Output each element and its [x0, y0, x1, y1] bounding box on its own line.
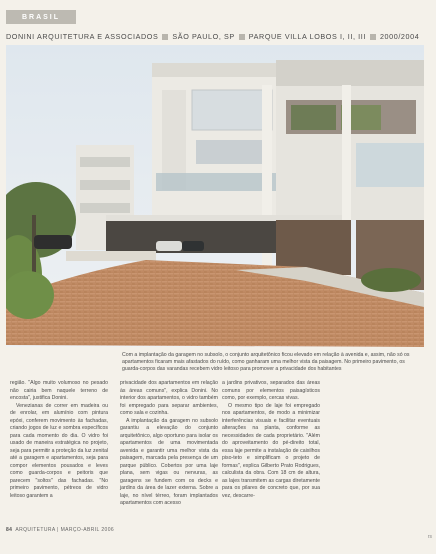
page-footer	[6, 527, 114, 533]
project-years: 2000/2004	[379, 32, 420, 41]
publication-info: ARQUITETURA | MARÇO-ABRIL 2006	[15, 527, 115, 533]
paragraph: O mesmo tipo de laje foi empregado nos apartamentos, de modo a minimizar interferências visuais e facilitar eventuais alterações na planta, conforme as necessidades de cada proprietário. "Além do aproveitamento do pé-direito total, essa laje permite a instalação de caixilhos piso-teto e simplificam o projeto de formas", explica Gilberto Prato Rodrigues, calculista da obra. Com 18 cm de altura, as lajes transmitem as cargas diretamente para os pilares de concreto que, por sua vez, descarre-	[222, 402, 320, 499]
project-location: SÃO PAULO, SP	[172, 32, 235, 41]
paragraph: privacidade dos apartamentos em relação às áreas comuns", explica Donini. No interior dos apartamentos, o vidro também foi empregado para separar ambientes, como sala e cozinha.	[120, 380, 218, 416]
building-photo	[6, 45, 424, 347]
project-name: PARQUE VILLA LOBOS I, II, III	[248, 32, 366, 41]
paragraph: a jardins privativos, separados das áreas comuns por elementos paisagísticos como, por exemplo, cercas vivas.	[222, 380, 320, 401]
text-column-1	[10, 380, 108, 500]
section-tag	[6, 10, 76, 24]
paragraph: Venezianas de correr em madeira ou de enrolar, em alumínio com pintura epóxi, conferem movimento às fachadas, criando jogos de luz e sombra específicos para cada momento do dia. O vidro foi usado de maneira estratégica no projeto, seja para permitir a proteção da luz zenital até a garagem e apartamentos, seja para compor elementos pousados e leves como guarda-corpos e peitoris que parecem "soltos" das fachadas. "No primeiro pavimento, pétreos de vidro leitoso garantem a	[10, 402, 108, 499]
corner-mark: rs	[427, 534, 432, 540]
text-column-2	[120, 380, 218, 508]
section-label: BRASIL	[21, 13, 61, 21]
page-number: 84	[6, 527, 13, 533]
paragraph: região. "Algo muito volumoso no pesado não cairia bem naquele terreno de encosta", justifica Donini.	[10, 380, 108, 401]
building-photo-illustration	[6, 45, 424, 347]
photo-caption: Com a implantação da garagem no subsolo, o conjunto arquitetônico ficou elevado em relação à avenida e, assim, não só os apartamentos ficaram mais afastados do ruído, como ganharam uma melhor vista da paisagem. No primeiro pavimento, os guarda-corpos das varandas recebem vidro leitoso para promover a privacidade dos habitantes	[122, 352, 410, 373]
paragraph: A implantação da garagem no subsolo garantiu a elevação do conjunto arquitetônico, algo oportuno para isolar os apartamentos de uma movimentada avenida e garantir uma melhor vista da paisagem, marcada pela presença de um parque público. Cobertos por uma laje plana, sem vigas ou nervuras, as garagens se fundem com os decks e jardins da área de lazer externa. Sobre a laje, no nível térreo, foram implantados apartamentos com acesso	[120, 417, 218, 506]
text-column-3	[222, 380, 320, 500]
architect-name: DONINI ARQUITETURA E ASSOCIADOS	[6, 32, 159, 41]
separator-square-icon	[239, 34, 245, 40]
project-header	[6, 32, 432, 41]
separator-square-icon	[162, 34, 168, 40]
separator-square-icon	[370, 34, 376, 40]
